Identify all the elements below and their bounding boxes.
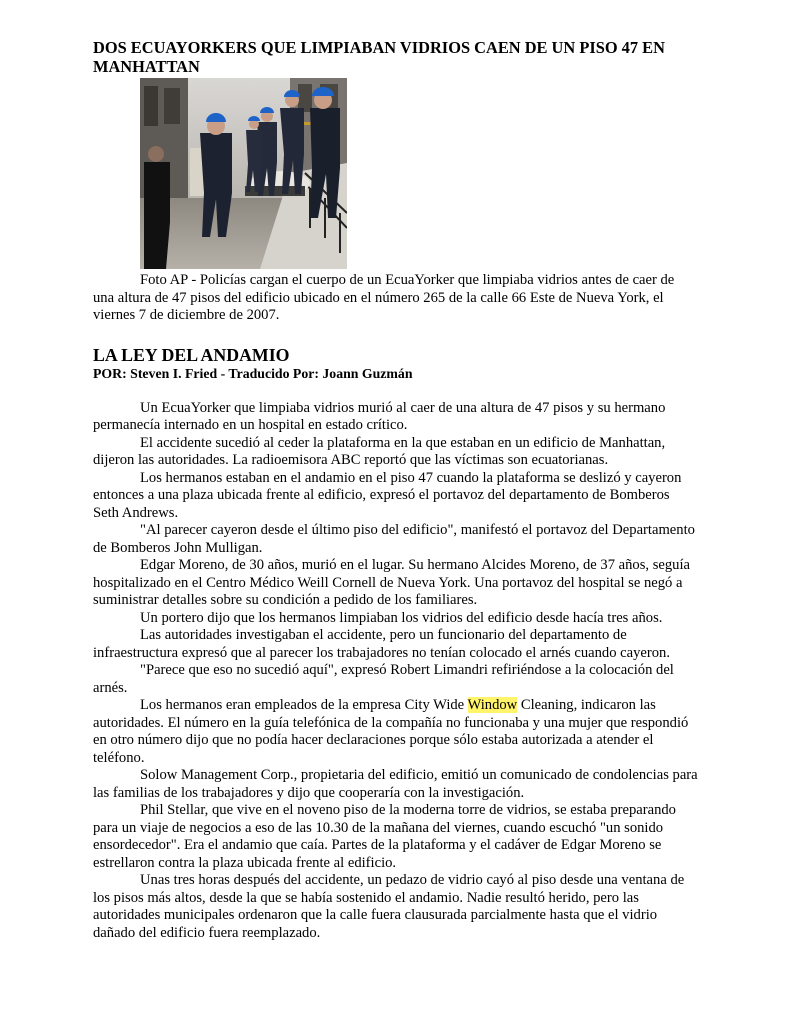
paragraph: Los hermanos estaban en el andamio en el piso 47 cuando la plataforma se deslizó y cayeron entonces a una plaza ubicada frente al edificio, expresó el portavoz del departamento de Bomberos Seth Andrews. [93, 469, 682, 521]
paragraph-text: Cleaning, indicaron las autoridades. El número en la guía telefónica de la compañía no funcionaba y una mujer que respondió en otro número dijo que no podía hacer declaraciones porque sólo estaba autorizada a atender el teléfono. [93, 697, 689, 766]
paragraph: Las autoridades investigaban el accidente, pero un funcionario del departamento de infraestructura expresó que al parecer los trabajadores no tenían colocado el arnés cuando cayeron. [93, 627, 670, 661]
highlighted-word: Window [467, 697, 518, 713]
paragraph: Un portero dijo que los hermanos limpiaban los vidrios del edificio desde hacía tres años. [140, 609, 663, 626]
news-photo [140, 78, 347, 269]
paragraph: Un EcuaYorker que limpiaba vidrios murió al caer de una altura de 47 pisos y su hermano permanecía internado en un hospital en estado crítico. [93, 399, 666, 433]
byline: POR: Steven I. Fried - Traducido Por: Joann Guzmán [93, 365, 413, 381]
photo-caption: Foto AP - Policías cargan el cuerpo de un EcuaYorker que limpiaba vidrios antes de caer de una altura de 47 pisos del edificio ubicado en el número 265 de la calle 66 Este de Nueva York, el viernes 7 de diciembre de 2007. [93, 272, 675, 323]
paragraph: Phil Stellar, que vive en el noveno piso de la moderna torre de vidrios, se estaba preparando para un viaje de negocios a eso de las 10.30 de la mañana del viernes, cuando escuchó "un sonido ensordecedor". Era el andamio que caía. Partes de la plataforma y el cadáver de Edgar Moreno se estrellaron contra la plaza ubicada frente al edificio. [93, 802, 676, 871]
article [93, 38, 698, 942]
news-photo-police-carrying-body-icon [140, 78, 347, 269]
paragraph: "Al parecer cayeron desde el último piso del edificio", manifestó el portavoz del Departamento de Bomberos John Mulligan. [93, 522, 695, 556]
paragraph-window-cleaning [93, 697, 698, 767]
headline: DOS ECUAYORKERS QUE LIMPIABAN VIDRIOS CAEN DE UN PISO 47 EN MANHATTAN [93, 38, 665, 76]
article-body [93, 400, 698, 943]
paragraph: Edgar Moreno, de 30 años, murió en el lugar. Su hermano Alcides Moreno, de 37 años, seguía hospitalizado en el Centro Médico Weill Cornell de Nueva York. Una portavoz del hospital se negó a suministrar detalles sobre su condición a pedido de los familiares. [93, 557, 690, 608]
paragraph: "Parece que eso no sucedió aquí", expresó Robert Limandri refiriéndose a la colocación del arnés. [93, 662, 674, 696]
paragraph: El accidente sucedió al ceder la plataforma en la que estaban en un edificio de Manhattan, dijeron las autoridades. La radioemisora ABC reportó que las víctimas son ecuatorianas. [93, 434, 666, 468]
section-title: LA LEY DEL ANDAMIO [93, 344, 290, 365]
paragraph: Solow Management Corp., propietaria del edificio, emitió un comunicado de condolencias para las familias de los trabajadores y dijo que cooperaría con la investigación. [93, 767, 698, 801]
paragraph: Unas tres horas después del accidente, un pedazo de vidrio cayó al piso desde una ventana de los pisos más altos, desde la que se había sostenido el andamio. Nadie resultó herido, pero las autoridades municipales ordenaron que la calle fuera clausurada parcialmente hasta que el vidrio dañado del edificio fuera reemplazado. [93, 872, 685, 941]
paragraph-text: Los hermanos eran empleados de la empresa City Wide [140, 697, 468, 713]
